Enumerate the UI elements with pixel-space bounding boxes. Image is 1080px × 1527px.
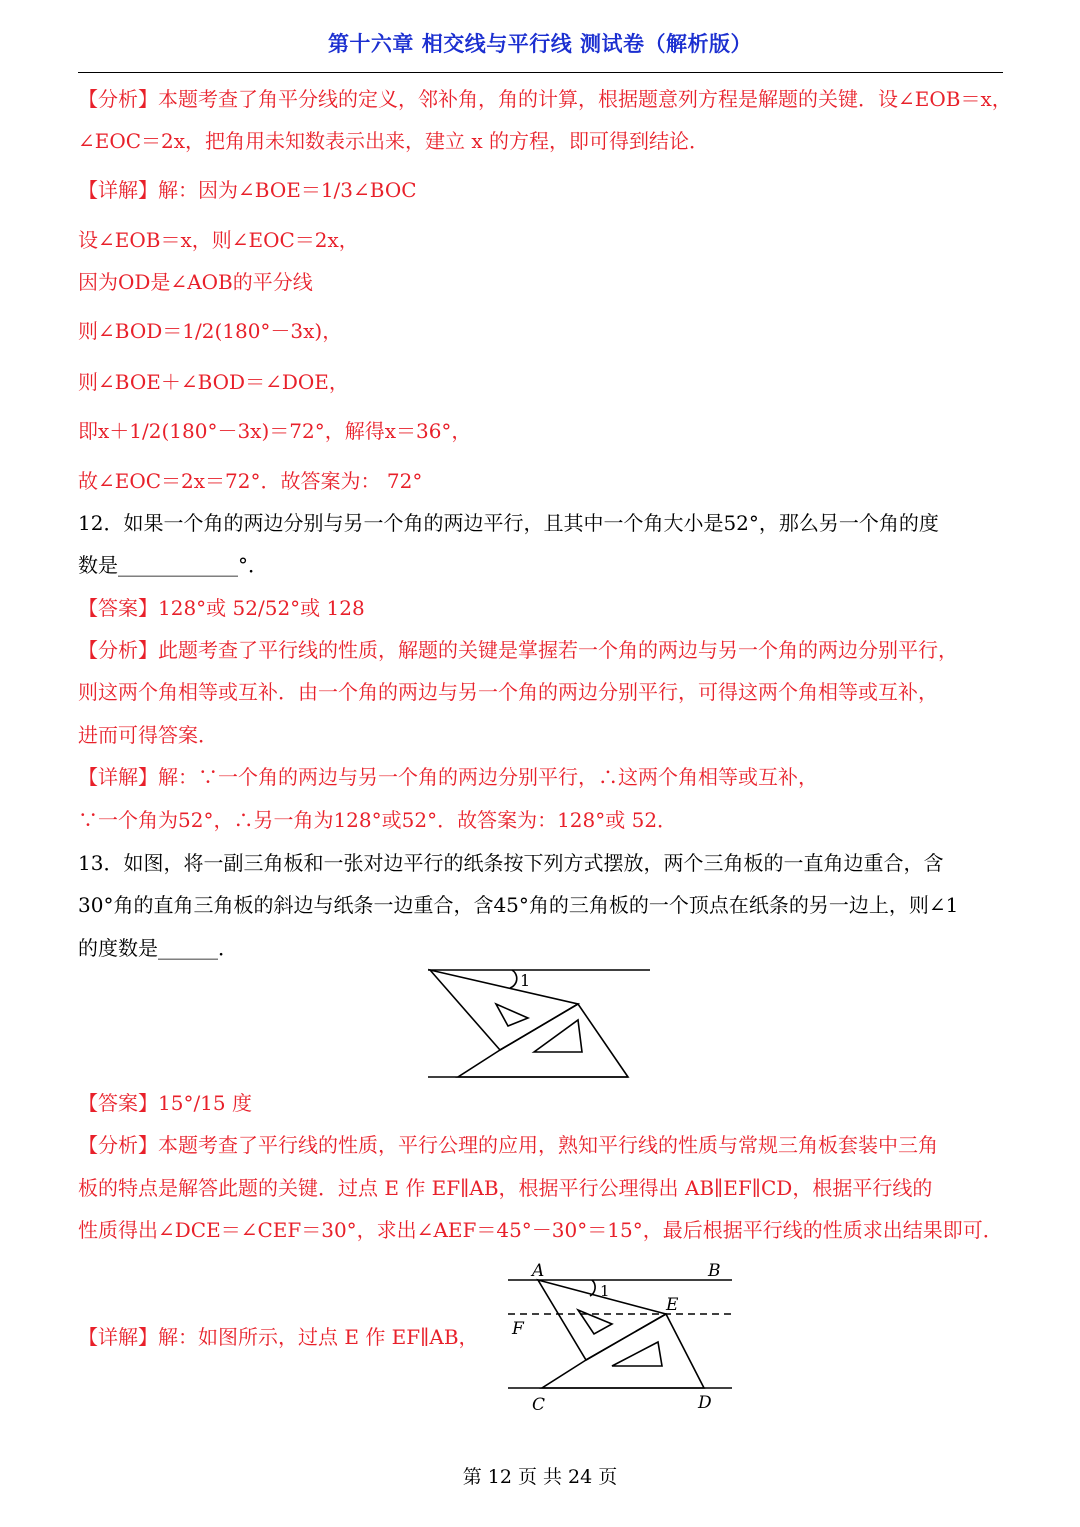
- question-13-line-2: 30°角的直角三角板的斜边与纸条一边重合，含45°角的三角板的一个顶点在纸条的另一边上，则∠1: [78, 893, 959, 917]
- label-c: C: [532, 1395, 546, 1415]
- question-13-line-3: 的度数是______．: [78, 936, 238, 960]
- analysis-11-line-2: ∠EOC＝2x，把角用未知数表示出来，建立 x 的方程，即可得到结论．: [78, 129, 710, 153]
- labeled-triangle-figure: [506, 1262, 738, 1416]
- question-12-line-1: 12．如果一个角的两边分别与另一个角的两边平行，且其中一个角大小是52°，那么另一个角的度: [78, 511, 939, 535]
- answer-13: 【答案】15°/15 度: [78, 1091, 252, 1115]
- page-header-title: 第十六章 相交线与平行线 测试卷（解析版）: [327, 32, 753, 56]
- detail-11-line-6: 即x＋1/2(180°－3x)＝72°，解得x＝36°，: [78, 419, 472, 443]
- detail-11-line-4: 则∠BOD＝1/2(180°－3x)，: [78, 319, 343, 343]
- triangle-45-outer: [458, 1004, 628, 1077]
- detail-11-line-7: 故∠EOC＝2x＝72°．故答案为： 72°: [78, 469, 423, 493]
- analysis-13-line-3: 性质得出∠DCE＝∠CEF＝30°，求出∠AEF＝45°－30°＝15°，最后根据平行线的性质求出结果即可．: [78, 1218, 1003, 1242]
- analysis-12-line-1: 【分析】此题考查了平行线的性质，解题的关键是掌握若一个角的两边与另一个角的两边分别平行，: [78, 638, 958, 662]
- detail-11-line-2: 设∠EOB＝x，则∠EOC＝2x，: [78, 228, 359, 252]
- question-13-line-1: 13．如图，将一副三角板和一张对边平行的纸条按下列方式摆放，两个三角板的一直角边重合，含: [78, 851, 944, 875]
- triangle-30-outer: [430, 970, 578, 1050]
- triangle-ruler-figure: [428, 964, 654, 1082]
- question-12-line-2: 数是____________°．: [78, 553, 268, 577]
- detail-12-line-2: ∵一个角为52°，∴另一角为128°或52°．故答案为：128°或 52．: [78, 808, 678, 832]
- label-f: F: [512, 1319, 524, 1339]
- triangle-45-outer: [542, 1314, 704, 1388]
- detail-13-line-1: 【详解】解：如图所示，过点 E 作 EF∥AB，: [78, 1325, 479, 1349]
- detail-11-line-1: 【详解】解：因为∠BOE＝1/3∠BOC: [78, 178, 417, 202]
- answer-12: 【答案】128°或 52/52°或 128: [78, 596, 365, 620]
- detail-11-line-5: 则∠BOE＋∠BOD＝∠DOE，: [78, 370, 349, 394]
- analysis-12-line-2: 则这两个角相等或互补．由一个角的两边与另一个角的两边分别平行，可得这两个角相等或互补，: [78, 680, 938, 704]
- analysis-12-line-3: 进而可得答案．: [78, 723, 218, 747]
- triangle-30-inner: [496, 1004, 528, 1026]
- page-footer: 第 12 页 共 24 页: [462, 1466, 618, 1488]
- analysis-13-line-2: 板的特点是解答此题的关键．过点 E 作 EF∥AB，根据平行公理得出 AB∥EF∥CD，根据平行线的: [78, 1176, 933, 1200]
- analysis-11-line-1: 【分析】本题考查了角平分线的定义，邻补角，角的计算，根据题意列方程是解题的关键．设∠EOB＝x，: [78, 87, 1012, 111]
- label-e: E: [666, 1295, 679, 1315]
- label-d: D: [698, 1393, 712, 1413]
- angle-1-label: 1: [600, 1282, 610, 1300]
- label-a: A: [532, 1262, 545, 1281]
- label-b: B: [708, 1262, 721, 1281]
- analysis-13-line-1: 【分析】本题考查了平行线的性质，平行公理的应用，熟知平行线的性质与常规三角板套装中三角: [78, 1133, 938, 1157]
- header-rule: [78, 72, 1003, 73]
- detail-12-line-1: 【详解】解：∵一个角的两边与另一个角的两边分别平行，∴这两个角相等或互补，: [78, 765, 818, 789]
- triangle-45-inner: [612, 1342, 662, 1366]
- angle-1-label: 1: [520, 971, 531, 990]
- angle-1-arc: [510, 970, 517, 988]
- detail-11-line-3: 因为OD是∠AOB的平分线: [78, 270, 313, 294]
